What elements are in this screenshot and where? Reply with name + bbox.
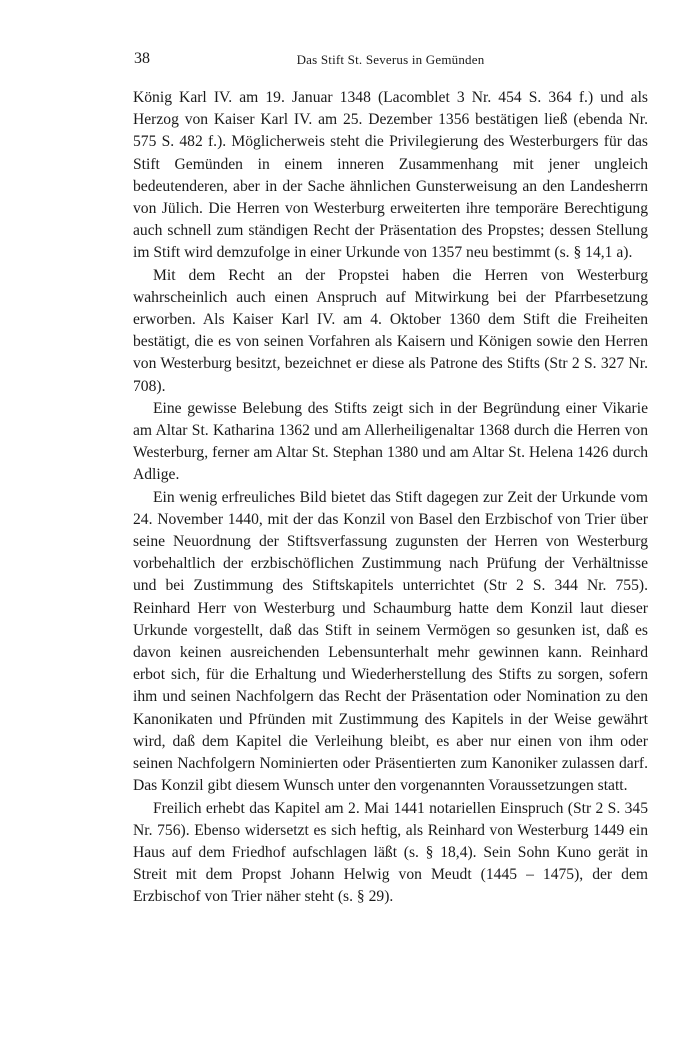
- paragraph: Mit dem Recht an der Propstei haben die Herren von Westerburg wahrscheinlich auch einen Anspruch auf Mitwirkung bei der Pfarrbesetzung erworben. Als Kaiser Karl IV. am 4. Oktober 1360 dem Stift die Freiheiten bestätigt, die es von seinen Vorfahren als Kaisern und Königen sowie den Herren von Westerburg besitzt, bezeichnet er diese als Patrone des Stifts (Str 2 S. 327 Nr. 708).: [133, 266, 648, 395]
- body-text: [133, 87, 648, 909]
- page-header: [134, 50, 647, 72]
- page-number: 38: [134, 50, 150, 67]
- running-title: Das Stift St. Severus in Gemünden: [296, 52, 485, 67]
- paragraph: König Karl IV. am 19. Januar 1348 (Lacomblet 3 Nr. 454 S. 364 f.) und als Herzog von Kaiser Karl IV. am 25. Dezember 1356 bestätigen ließ (ebenda Nr. 575 S. 482 f.). Möglicherweis steht die Privilegierung des Westerburgers für das Stift Gemünden in einem inneren Zusammenhang mit jener ungleich bedeutenderen, aber in der Sache ähnlichen Gunsterweisung an den Landesherrn von Jülich. Die Herren von Westerburg erweiterten ihre temporäre Berechtigung auch schnell zum ständigen Recht der Präsentation des Propstes; dessen Stellung im Stift wird demzufolge in einer Urkunde von 1357 neu bestimmt (s. § 14,1 a).: [133, 89, 648, 262]
- paragraph: Ein wenig erfreuliches Bild bietet das Stift dagegen zur Zeit der Urkunde vom 24. November 1440, mit der das Konzil von Basel den Erzbischof von Trier über seine Neuordnung der Stiftsverfassung zugunsten der Herren von Westerburg vorbehaltlich der erzbischöflichen Zustimmung nach Prüfung der Verhältnisse und bei Zustimmung des Stiftskapitels unterrichtet (Str 2 S. 344 Nr. 755). Reinhard Herr von Westerburg und Schaumburg hatte dem Konzil laut dieser Urkunde vorgestellt, daß das Stift in seinem Vermögen so gesunken ist, daß es davon keinen ausreichenden Lebensunterhalt mehr gewinnen kann. Reinhard erbot sich, für die Erhaltung und Wiederherstellung des Stifts zu sorgen, sofern ihm und seinen Nachfolgern das Recht der Präsentation oder Nomination zu den Kanonikaten und Pfründen mit Zustimmung des Kapitels in der Weise gewährt wird, daß dem Kapitel die Verleihung bleibt, es aber nur einen von ihm oder seinen Nachfolgern Nominierten oder Präsentierten zum Kanoniker zulassen darf. Das Konzil gibt diesem Wunsch unter den vorgenannten Voraussetzungen statt.: [133, 488, 648, 795]
- paragraph: Freilich erhebt das Kapitel am 2. Mai 1441 notariellen Einspruch (Str 2 S. 345 Nr. 756). Ebenso widersetzt es sich heftig, als Reinhard von Westerburg 1449 ein Haus auf dem Friedhof aufschlagen läßt (s. § 18,4). Sein Sohn Kuno gerät in Streit mit dem Propst Johann Helwig von Meudt (1445 – 1475), der dem Erzbischof von Trier näher steht (s. § 29).: [133, 799, 648, 906]
- paragraph: Eine gewisse Belebung des Stifts zeigt sich in der Begründung einer Vikarie am Altar St. Katharina 1362 und am Allerheiligenaltar 1368 durch die Herren von Westerburg, ferner am Altar St. Stephan 1380 und am Altar St. Helena 1426 durch Adlige.: [133, 399, 648, 484]
